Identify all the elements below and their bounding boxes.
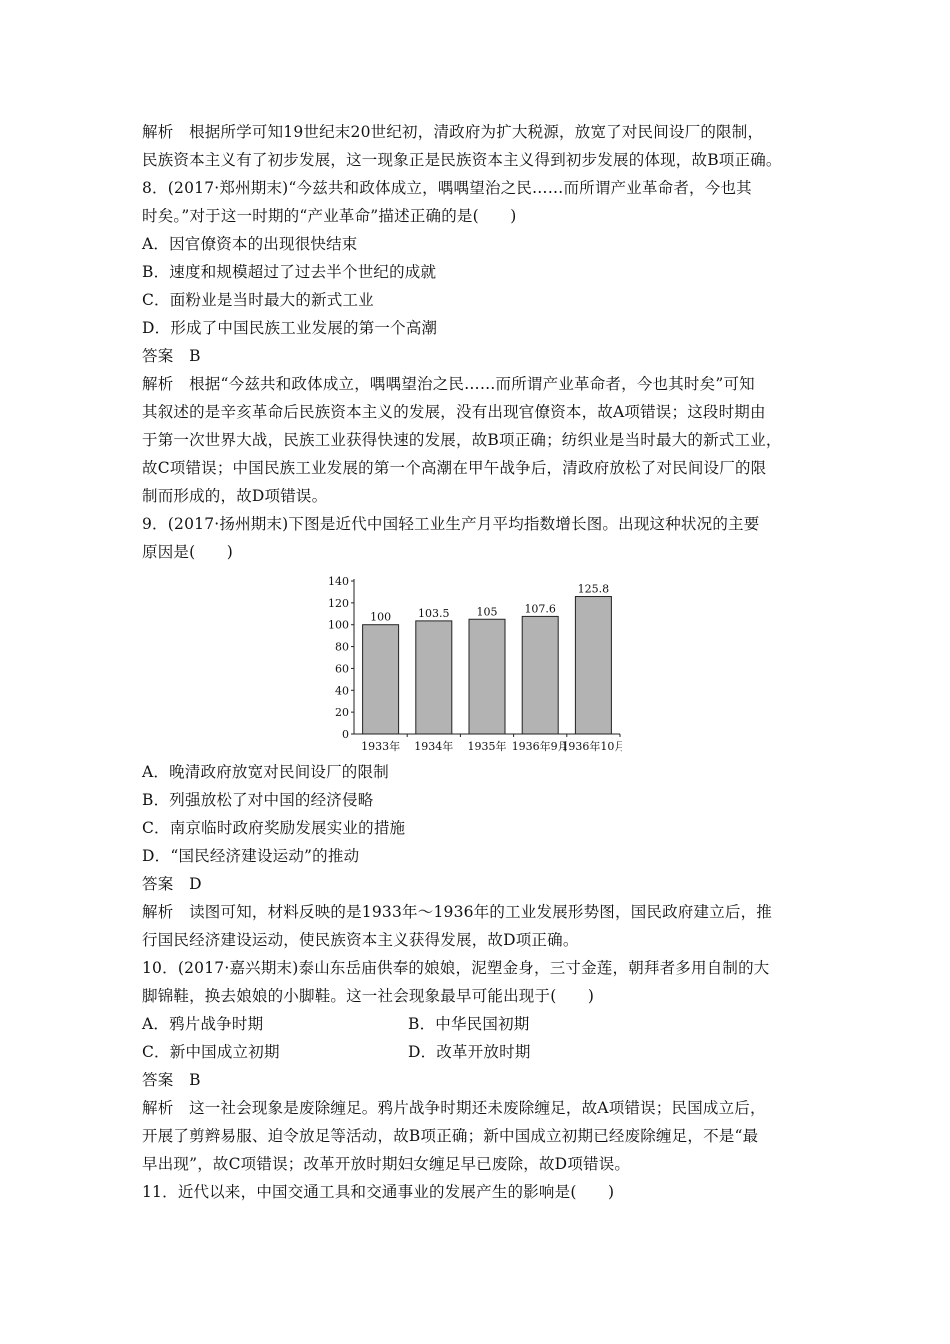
- q9-option-b: B．列强放松了对中国的经济侵略: [142, 791, 374, 809]
- bar-chart: [322, 572, 622, 758]
- q7-analysis-line-2: 民族资本主义有了初步发展，这一现象正是民族资本主义得到初步发展的体现，故B项正确。: [142, 151, 782, 169]
- x-tick-label: 1934年: [414, 740, 454, 753]
- q10-option-c: C．新中国成立初期: [142, 1043, 280, 1061]
- y-tick-label: 60: [335, 662, 349, 676]
- q10-option-b: B．中华民国初期: [408, 1015, 530, 1033]
- q10-option-d: D．改革开放时期: [408, 1043, 531, 1061]
- y-tick-label: 140: [328, 575, 349, 588]
- y-tick-label: 120: [328, 596, 349, 610]
- q8-analysis-line-2: 其叙述的是辛亥革命后民族资本主义的发展，没有出现官僚资本，故A项错误；这段时期由: [142, 403, 766, 421]
- bar: [522, 616, 558, 734]
- q9-stem-line-1: 9．(2017·扬州期末)下图是近代中国轻工业生产月平均指数增长图。出现这种状况的主要: [142, 515, 760, 533]
- q10-stem-line-1: 10．(2017·嘉兴期末)泰山东岳庙供奉的娘娘，泥塑金身，三寸金莲，朝拜者多用自制的大: [142, 959, 770, 977]
- bar: [363, 625, 399, 734]
- q10-analysis-line-1: 解析 这一社会现象是废除缠足。鸦片战争时期还未废除缠足，故A项错误；民国成立后，: [142, 1099, 766, 1117]
- q9-option-d: D．“国民经济建设运动”的推动: [142, 847, 360, 865]
- q11-stem: 11．近代以来，中国交通工具和交通事业的发展产生的影响是( ): [142, 1183, 615, 1201]
- x-tick-label: 1935年: [467, 740, 507, 753]
- y-tick-label: 40: [335, 684, 349, 698]
- bar-value-label: 125.8: [577, 582, 610, 596]
- q9-analysis-line-1: 解析 读图可知，材料反映的是1933年～1936年的工业发展形势图，国民政府建立后，推: [142, 903, 772, 921]
- q9-option-a: A．晚清政府放宽对民间设厂的限制: [142, 763, 389, 781]
- q10-stem-line-2: 脚锦鞋，换去娘娘的小脚鞋。这一社会现象最早可能出现于( ): [142, 987, 595, 1005]
- q10-option-a: A．鸦片战争时期: [142, 1015, 264, 1033]
- bar: [416, 621, 452, 734]
- q8-analysis-line-5: 制而形成的，故D项错误。: [142, 487, 328, 505]
- y-tick-label: 80: [335, 640, 349, 654]
- q8-option-b: B．速度和规模超过了过去半个世纪的成就: [142, 263, 437, 281]
- q9-option-c: C．南京临时政府奖励发展实业的措施: [142, 819, 406, 837]
- y-tick-label: 20: [335, 706, 349, 720]
- q8-option-a: A．因官僚资本的出现很快结束: [142, 235, 358, 253]
- q8-option-c: C．面粉业是当时最大的新式工业: [142, 291, 374, 309]
- q9-stem-line-2: 原因是( ): [142, 543, 233, 561]
- bar-value-label: 107.6: [524, 602, 556, 616]
- bar-value-label: 105: [476, 605, 498, 619]
- q10-analysis-line-3: 早出现”，故C项错误；改革开放时期妇女缠足早已废除，故D项错误。: [142, 1155, 631, 1173]
- q8-analysis-line-3: 于第一次世界大战，民族工业获得快速的发展，故B项正确；纺织业是当时最大的新式工业，: [142, 431, 782, 449]
- q8-stem-line-2: 时矣。”对于这一时期的“产业革命”描述正确的是( ): [142, 207, 517, 225]
- bar-chart-svg: [322, 572, 622, 758]
- bar: [575, 597, 611, 734]
- q8-stem-line-1: 8．(2017·郑州期末)“今兹共和政体成立，喁喁望治之民……而所谓产业革命者，今也其: [142, 179, 752, 197]
- y-tick-label: 100: [328, 618, 349, 632]
- q8-answer: 答案 B: [142, 347, 201, 365]
- q8-option-d: D．形成了中国民族工业发展的第一个高潮: [142, 319, 438, 337]
- y-tick-label: 0: [342, 728, 349, 741]
- q8-analysis-line-1: 解析 根据“今兹共和政体成立，喁喁望治之民……而所谓产业革命者，今也其时矣”可知: [142, 375, 755, 393]
- bar-value-label: 103.5: [418, 606, 450, 620]
- bar-value-label: 100: [370, 610, 392, 624]
- q9-answer: 答案 D: [142, 875, 202, 893]
- x-tick-label: 1936年9月: [511, 740, 569, 753]
- q10-analysis-line-2: 开展了剪辫易服、迫令放足等活动，故B项正确；新中国成立初期已经废除缠足，不是“最: [142, 1127, 759, 1145]
- x-tick-label: 1936年10月: [561, 740, 622, 753]
- q10-answer: 答案 B: [142, 1071, 201, 1089]
- q9-analysis-line-2: 行国民经济建设运动，使民族资本主义获得发展，故D项正确。: [142, 931, 579, 949]
- q7-analysis-line-1: 解析 根据所学可知19世纪末20世纪初，清政府为扩大税源，放宽了对民间设厂的限制，: [142, 123, 764, 141]
- bar: [469, 619, 505, 734]
- x-tick-label: 1933年: [361, 740, 401, 753]
- q8-analysis-line-4: 故C项错误；中国民族工业发展的第一个高潮在甲午战争后，清政府放松了对民间设厂的限: [142, 459, 767, 477]
